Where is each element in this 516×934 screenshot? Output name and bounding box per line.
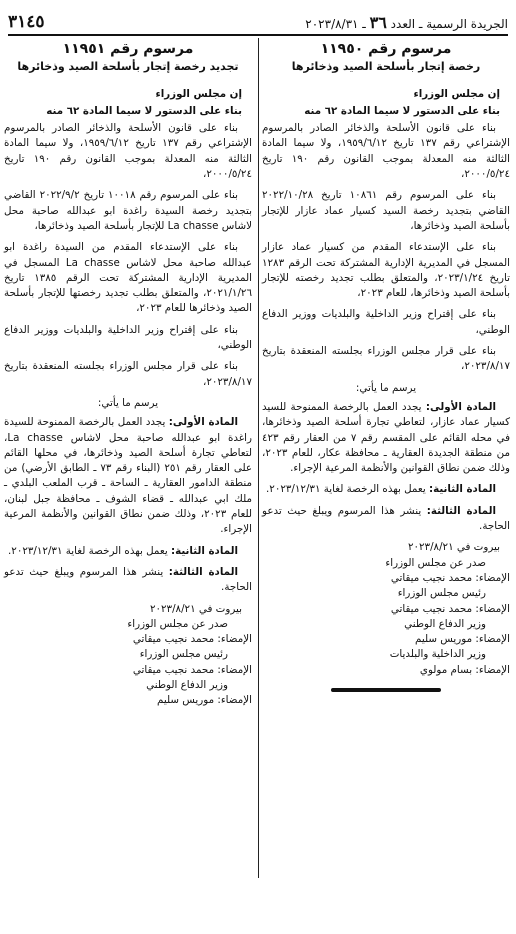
- issue-number: ٣٦: [369, 13, 387, 32]
- article-text: ينشر هذا المرسوم ويبلغ حيث تدعو الحاجة.: [262, 504, 510, 533]
- signature-line: وزير الدفاع الوطني: [404, 617, 486, 630]
- signature-line: صدر عن مجلس الوزراء: [385, 556, 486, 569]
- end-ornament: [331, 688, 441, 692]
- signature-line: الإمضاء: محمد نجيب ميقاتي: [132, 663, 252, 676]
- signature-line: وزير الداخلية والبلديات: [389, 648, 486, 661]
- decree-title: مرسوم رقم ١١٩٥٠: [320, 41, 452, 57]
- article-label: المادة الثانية:: [170, 544, 238, 557]
- article-text: يجدد العمل بالرخصة الممنوحة للسيدة راغدة ابو عبدالله صاحبة محل لاشاس La chasse، لتعاطي تجارة أسلحة الصيد وذخائرها، في محلها القائم على العقار رقم ٢٥١ (البناء رقم ٧٣ ـ الطابق الأرضي) من منطقة الدامور العقارية ـ الساحة ـ قرب الملعب البلدي ـ ملك ابي عبدالله ـ قضاء الشوف ـ محافظة جبل لبنان، للعام ٢٠٢٣، وذلك ضمن نطاق القوانين والأنظمة المرعية الإجراء.: [4, 416, 253, 536]
- column-divider: [258, 38, 259, 878]
- decree-article: [4, 415, 252, 537]
- issue-dash: ـ: [358, 17, 366, 31]
- signature-line: الإمضاء: بسام مولوي: [419, 663, 510, 676]
- issue-date: ٢٠٢٣/٨/٣١: [305, 17, 359, 31]
- signature-line: الإمضاء: موريس سليم: [415, 633, 510, 646]
- gazette-name: الجريدة الرسمية ـ العدد: [390, 17, 508, 31]
- decree-paragraph: بناء على إقتراح وزير الداخلية والبلديات ووزير الدفاع الوطني،: [4, 323, 252, 352]
- article-label: المادة الثالثة:: [426, 504, 496, 517]
- decree-article: [262, 482, 510, 497]
- decree-heading: بناء على الدستور لا سيما المادة ٦٢ منه: [304, 104, 500, 117]
- signature-line: بيروت في ٢٠٢٣/٨/٢١: [407, 541, 500, 554]
- decree-clause: يرسم ما يأتي:: [97, 396, 159, 409]
- decree-heading: إن مجلس الوزراء: [155, 87, 242, 100]
- decree-column-right: [262, 38, 510, 692]
- decree-article: [262, 504, 510, 535]
- decree-paragraph: بناء على قرار مجلس الوزراء بجلسته المنعقدة بتاريخ ٢٠٢٣/٨/١٧،: [262, 345, 510, 373]
- decree-paragraph: بناء على المرسوم رقم ١٠٨٦١ تاريخ ٢٠٢٢/١٠/٢٨ القاضي بتجديد رخصة السيد كسيار عماد عازار للإتجار بأسلحة الصيد وذخائرها،: [262, 189, 510, 232]
- decree-article: [262, 400, 510, 476]
- signature-line: الإمضاء: محمد نجيب ميقاتي: [390, 571, 510, 584]
- signature-line: رئيس مجلس الوزراء: [397, 587, 486, 600]
- decree-paragraph: بناء على إقتراح وزير الداخلية والبلديات ووزير الدفاع الوطني،: [262, 308, 510, 336]
- decree-heading: بناء على الدستور لا سيما المادة ٦٢ منه: [46, 104, 242, 117]
- article-label: المادة الثالثة:: [168, 565, 238, 578]
- signature-line: رئيس مجلس الوزراء: [139, 648, 228, 661]
- signature-line: الإمضاء: محمد نجيب ميقاتي: [132, 633, 252, 646]
- decree-body: [262, 87, 510, 692]
- page-number: ٣١٤٥: [8, 12, 45, 32]
- article-label: المادة الأولى:: [168, 416, 238, 429]
- article-text: يعمل بهذه الرخصة لغاية ٢٠٢٣/١٢/٣١.: [266, 483, 426, 496]
- signature-line: الإمضاء: محمد نجيب ميقاتي: [390, 602, 510, 615]
- article-text: ينشر هذا المرسوم ويبلغ حيث تدعو الحاجة.: [4, 565, 252, 594]
- decree-column-left: [4, 38, 252, 709]
- decree-paragraph: بناء على قانون الأسلحة والذخائر الصادر بالمرسوم الإشتراعي رقم ١٣٧ تاريخ ١٩٥٩/٦/١٢، ولا سيما المادة الثالثة منه المعدلة بموجب القانون رقم ١٩٠ تاريخ ٢٠٠٠/٥/٢٤،: [4, 122, 252, 181]
- decree-paragraph: بناء على قانون الأسلحة والذخائر الصادر بالمرسوم الإشتراعي رقم ١٣٧ تاريخ ١٩٥٩/٦/١٢، ولا سيما المادة الثالثة منه المعدلة بموجب القانون رقم ١٩٠ تاريخ ٢٠٠٠/٥/٢٤،: [262, 122, 510, 181]
- decree-paragraph: بناء على الإستدعاء المقدم من كسيار عماد عازار المسجل في المديرية الإدارية المشتركة تحت الرقم ١٢٨٣ تاريخ ٢٠٢٣/١/٢٤، والمتعلق بطلب تجديد رخصته للإتجار بأسلحة الصيد وذخائرها، للعام ٢٠٢٣،: [262, 241, 510, 300]
- decree-article: [4, 565, 252, 596]
- decree-paragraph: بناء على المرسوم رقم ١٠٠١٨ تاريخ ٢٠٢٢/٩/٢ القاضي بتجديد رخصة السيدة راغدة ابو عبدالله صاحبة محل لاشاس La chasse للإتجار بأسلحة الصيد وذخائرها،: [4, 189, 252, 232]
- decree-article: [4, 544, 252, 559]
- decree-subtitle: تجديد رخصة إتجار بأسلحة الصيد وذخائرها: [17, 60, 239, 74]
- page-header: [8, 4, 508, 36]
- gazette-title: [305, 13, 508, 32]
- decree-paragraph: بناء على الإستدعاء المقدم من السيدة راغدة ابو عبدالله صاحبة محل لاشاس La chasse المسجل في المديرية الإدارية المشتركة تحت الرقم ١٣٨٥ تاريخ ٢٠٢١/١/٢٦، والمتعلق بطلب تجديد رخصتها للإتجار بأسلحة الصيد وذخائرها للعام ٢٠٢٣،: [4, 241, 253, 315]
- article-text: يجدد العمل بالرخصة الممنوحة للسيد كسيار عماد عازار، لتعاطي تجارة أسلحة الصيد وذخائرها، في محله القائم على المقسم رقم ٧ من العقار رقم ٤٢٣ من منطقة الجديدة العقارية ـ محافظة عكار، للعام ٢٠٢٣، وذلك ضمن نطاق القوانين والأنظمة المرعية الإجراء.: [262, 400, 510, 475]
- article-text: يعمل بهذه الرخصة لغاية ٢٠٢٣/١٢/٣١.: [8, 544, 168, 557]
- signature-line: وزير الدفاع الوطني: [146, 678, 228, 691]
- article-label: المادة الثانية:: [428, 483, 496, 496]
- decree-clause: يرسم ما يأتي:: [355, 381, 417, 394]
- signature-line: الإمضاء: موريس سليم: [157, 694, 252, 707]
- decree-paragraph: بناء على قرار مجلس الوزراء بجلسته المنعقدة بتاريخ ٢٠٢٣/٨/١٧،: [4, 360, 252, 388]
- signature-line: بيروت في ٢٠٢٣/٨/٢١: [149, 602, 242, 615]
- decree-body: [4, 87, 252, 709]
- decree-title: مرسوم رقم ١١٩٥١: [62, 41, 194, 57]
- signature-line: صدر عن مجلس الوزراء: [127, 617, 228, 630]
- article-label: المادة الأولى:: [425, 400, 496, 413]
- decree-heading: إن مجلس الوزراء: [413, 87, 500, 100]
- decree-subtitle: رخصة إتجار بأسلحة الصيد وذخائرها: [291, 60, 481, 74]
